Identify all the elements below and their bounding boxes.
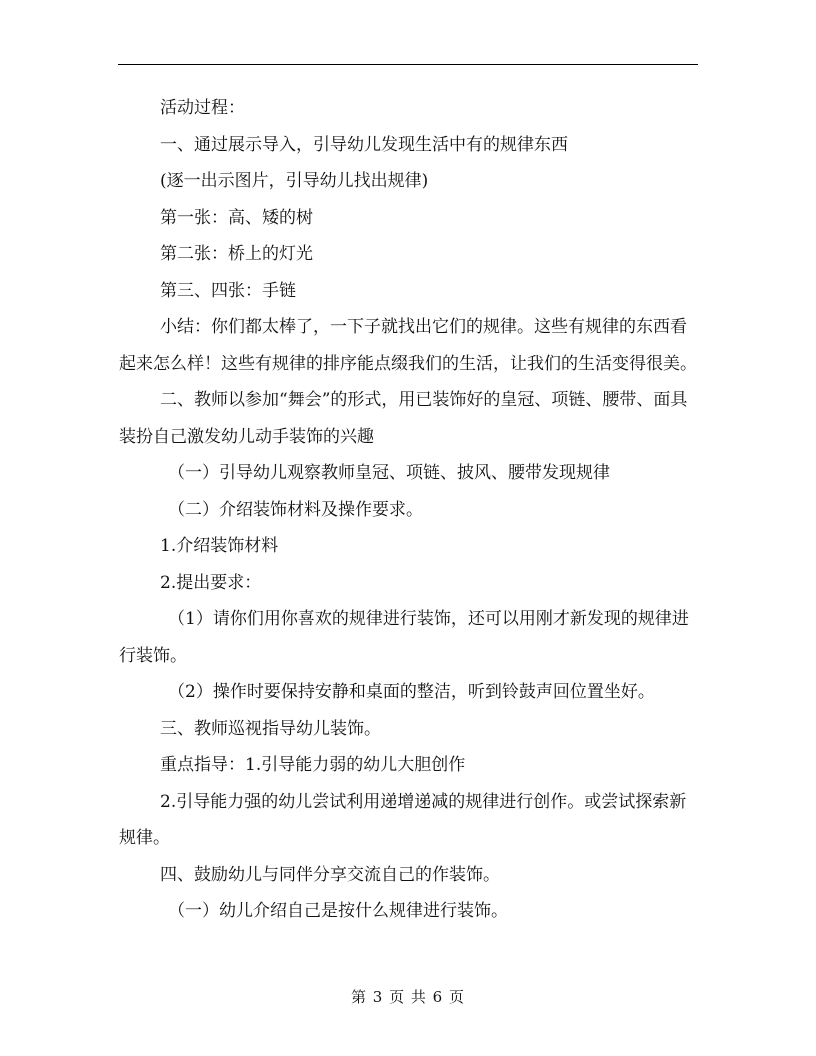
- paragraph-picture-three-four: 第三、四张：手链: [160, 280, 296, 301]
- paragraph-materials-requirements: （二）介绍装饰材料及操作要求。: [168, 499, 423, 520]
- paragraph-guidance-two: 2.引导能力强的幼儿尝试利用递增递减的规律进行创作。或尝试探索新规律。: [119, 791, 687, 848]
- paragraph-key-guidance: 重点指导：1.引导能力弱的幼儿大胆创作: [160, 755, 466, 775]
- paragraph-section-four: 四、鼓励幼儿与同伴分享交流自己的作装饰。: [160, 864, 500, 885]
- paragraph-section-one: 一、通过展示导入，引导幼儿发现生活中有的规律东西: [160, 134, 568, 155]
- paragraph-requirements: 2.提出要求：: [160, 572, 262, 593]
- paragraph-section-two: 二、教师以参加“舞会”的形式，用已装饰好的皇冠、项链、腰带、面具装扮自己激发幼儿动手装饰的兴趣: [119, 390, 688, 447]
- paragraph-activity-process: 活动过程：: [160, 98, 245, 118]
- paragraph-show-pictures: (逐一出示图片，引导幼儿找出规律): [160, 171, 429, 191]
- paragraph-requirement-two: （2）操作时要保持安静和桌面的整洁，听到铃鼓声回位置坐好。: [168, 682, 655, 702]
- paragraph-picture-one: 第一张：高、矮的树: [160, 207, 313, 228]
- paragraph-requirement-one: （1）请你们用你喜欢的规律进行装饰，还可以用刚才新发现的规律进行装饰。: [119, 609, 689, 666]
- paragraph-section-three: 三、教师巡视指导幼儿装饰。: [160, 718, 381, 739]
- paragraph-child-introduction: （一）幼儿介绍自己是按什么规律进行装饰。: [168, 901, 508, 921]
- paragraph-materials: 1.介绍装饰材料: [160, 536, 279, 556]
- page-number-footer: 第 3 页 共 6 页: [351, 988, 465, 1006]
- paragraph-observe-rules: （一）引导幼儿观察教师皇冠、项链、披风、腰带发现规律: [168, 463, 610, 483]
- document-body: [119, 90, 699, 930]
- paragraph-picture-two: 第二张：桥上的灯光: [160, 244, 313, 264]
- paragraph-summary: 小结：你们都太棒了，一下子就找出它们的规律。这些有规律的东西看起来怎么样！这些有规律的排序能点缀我们的生活，让我们的生活变得很美。: [119, 317, 697, 374]
- header-rule: [118, 64, 698, 65]
